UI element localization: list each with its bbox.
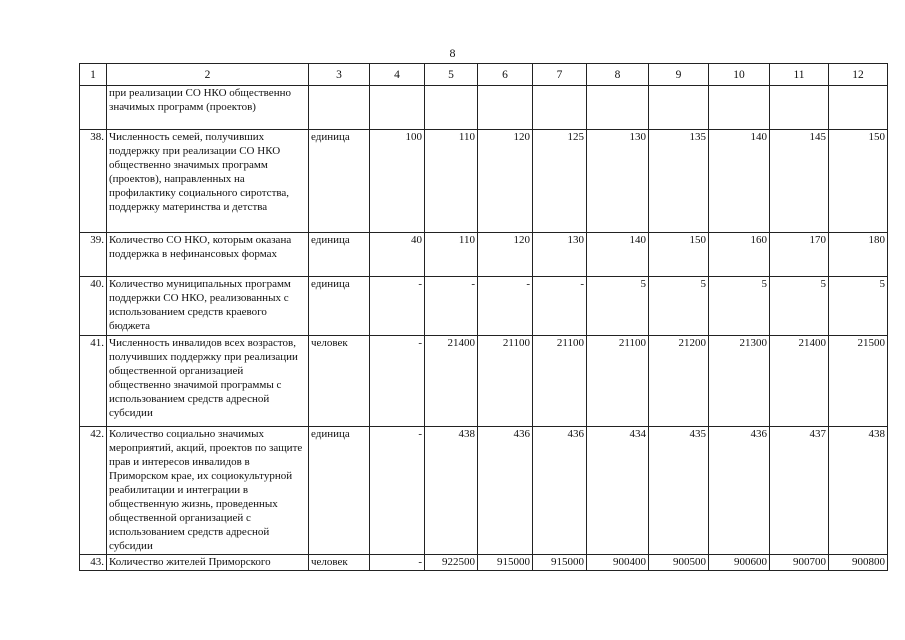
table-row bbox=[80, 130, 888, 233]
value-cell: 915000 bbox=[478, 555, 533, 571]
table-row bbox=[80, 336, 888, 427]
value-cell: 915000 bbox=[533, 555, 587, 571]
row-number: 43. bbox=[80, 555, 107, 571]
value-cell: 21100 bbox=[533, 336, 587, 427]
column-header: 9 bbox=[649, 64, 709, 86]
value-cell: 40 bbox=[370, 233, 425, 277]
value-cell: 21300 bbox=[709, 336, 770, 427]
table-row bbox=[80, 233, 888, 277]
value-cell: 140 bbox=[709, 130, 770, 233]
value-cell bbox=[770, 86, 829, 130]
indicator-table bbox=[79, 63, 888, 571]
value-cell: 120 bbox=[478, 130, 533, 233]
value-cell: 21100 bbox=[478, 336, 533, 427]
value-cell: 5 bbox=[829, 277, 888, 336]
table-row bbox=[80, 277, 888, 336]
unit-of-measure: единица bbox=[309, 130, 370, 233]
value-cell: - bbox=[370, 555, 425, 571]
value-cell: 437 bbox=[770, 427, 829, 555]
header-row bbox=[80, 64, 888, 86]
indicator-name: Количество жителей Приморского bbox=[107, 555, 309, 571]
unit-of-measure: единица bbox=[309, 277, 370, 336]
column-header: 10 bbox=[709, 64, 770, 86]
indicator-name: Численность инвалидов всех возрастов, получивших поддержку при реализации общественной организацией общественно значимой программы с использованием средств адресной субсидии bbox=[107, 336, 309, 427]
value-cell: 21400 bbox=[425, 336, 478, 427]
value-cell: 435 bbox=[649, 427, 709, 555]
value-cell: 900500 bbox=[649, 555, 709, 571]
value-cell: 110 bbox=[425, 233, 478, 277]
value-cell: 900400 bbox=[587, 555, 649, 571]
column-header: 5 bbox=[425, 64, 478, 86]
value-cell bbox=[649, 86, 709, 130]
value-cell bbox=[533, 86, 587, 130]
value-cell bbox=[829, 86, 888, 130]
value-cell: 438 bbox=[425, 427, 478, 555]
indicator-name: Численность семей, получивших поддержку при реализации СО НКО общественно значимых программ (проектов), направленных на профилактику социального сиротства, поддержку материнства и детства bbox=[107, 130, 309, 233]
column-header: 6 bbox=[478, 64, 533, 86]
value-cell: 436 bbox=[478, 427, 533, 555]
value-cell: 436 bbox=[709, 427, 770, 555]
value-cell: - bbox=[533, 277, 587, 336]
value-cell: 150 bbox=[829, 130, 888, 233]
row-number bbox=[80, 86, 107, 130]
row-number: 40. bbox=[80, 277, 107, 336]
value-cell: 120 bbox=[478, 233, 533, 277]
value-cell: - bbox=[370, 336, 425, 427]
value-cell bbox=[425, 86, 478, 130]
value-cell: 5 bbox=[709, 277, 770, 336]
unit-of-measure: человек bbox=[309, 555, 370, 571]
value-cell: 21100 bbox=[587, 336, 649, 427]
value-cell bbox=[709, 86, 770, 130]
value-cell: 5 bbox=[649, 277, 709, 336]
value-cell bbox=[587, 86, 649, 130]
indicator-name: Количество СО НКО, которым оказана поддержка в нефинансовых формах bbox=[107, 233, 309, 277]
value-cell: - bbox=[370, 277, 425, 336]
row-number: 42. bbox=[80, 427, 107, 555]
row-number: 39. bbox=[80, 233, 107, 277]
value-cell: 145 bbox=[770, 130, 829, 233]
column-header: 12 bbox=[829, 64, 888, 86]
value-cell: 21400 bbox=[770, 336, 829, 427]
value-cell bbox=[478, 86, 533, 130]
value-cell: 434 bbox=[587, 427, 649, 555]
value-cell: 130 bbox=[533, 233, 587, 277]
value-cell: 5 bbox=[587, 277, 649, 336]
value-cell: 160 bbox=[709, 233, 770, 277]
indicator-name: Количество социально значимых мероприятий, акций, проектов по защите прав и интересов инвалидов в Приморском крае, их социокультурной реабилитации и интеграции в общественную жизнь, проведенных общественной организацией с использованием средств адресной субсидии bbox=[107, 427, 309, 555]
column-header: 2 bbox=[107, 64, 309, 86]
column-header: 8 bbox=[587, 64, 649, 86]
column-header: 7 bbox=[533, 64, 587, 86]
table-row bbox=[80, 427, 888, 555]
value-cell: 110 bbox=[425, 130, 478, 233]
column-header: 11 bbox=[770, 64, 829, 86]
value-cell: 100 bbox=[370, 130, 425, 233]
page-number: 8 bbox=[449, 46, 456, 60]
value-cell: 130 bbox=[587, 130, 649, 233]
column-header: 4 bbox=[370, 64, 425, 86]
value-cell: 180 bbox=[829, 233, 888, 277]
indicator-name: при реализации СО НКО общественно значимых программ (проектов) bbox=[107, 86, 309, 130]
value-cell: 900600 bbox=[709, 555, 770, 571]
value-cell: 150 bbox=[649, 233, 709, 277]
table-row bbox=[80, 86, 888, 130]
unit-of-measure: человек bbox=[309, 336, 370, 427]
value-cell: - bbox=[478, 277, 533, 336]
unit-of-measure: единица bbox=[309, 427, 370, 555]
unit-of-measure bbox=[309, 86, 370, 130]
value-cell: - bbox=[425, 277, 478, 336]
indicator-name: Количество муниципальных программ поддержки СО НКО, реализованных с использованием средств краевого бюджета bbox=[107, 277, 309, 336]
value-cell: 5 bbox=[770, 277, 829, 336]
value-cell: 135 bbox=[649, 130, 709, 233]
row-number: 41. bbox=[80, 336, 107, 427]
value-cell: 900700 bbox=[770, 555, 829, 571]
row-number: 38. bbox=[80, 130, 107, 233]
value-cell: 140 bbox=[587, 233, 649, 277]
unit-of-measure: единица bbox=[309, 233, 370, 277]
value-cell: 438 bbox=[829, 427, 888, 555]
value-cell: 21200 bbox=[649, 336, 709, 427]
column-header: 1 bbox=[80, 64, 107, 86]
column-header: 3 bbox=[309, 64, 370, 86]
value-cell: 922500 bbox=[425, 555, 478, 571]
value-cell: 900800 bbox=[829, 555, 888, 571]
value-cell: - bbox=[370, 427, 425, 555]
value-cell: 436 bbox=[533, 427, 587, 555]
value-cell: 170 bbox=[770, 233, 829, 277]
value-cell bbox=[370, 86, 425, 130]
table-row bbox=[80, 555, 888, 571]
value-cell: 21500 bbox=[829, 336, 888, 427]
value-cell: 125 bbox=[533, 130, 587, 233]
